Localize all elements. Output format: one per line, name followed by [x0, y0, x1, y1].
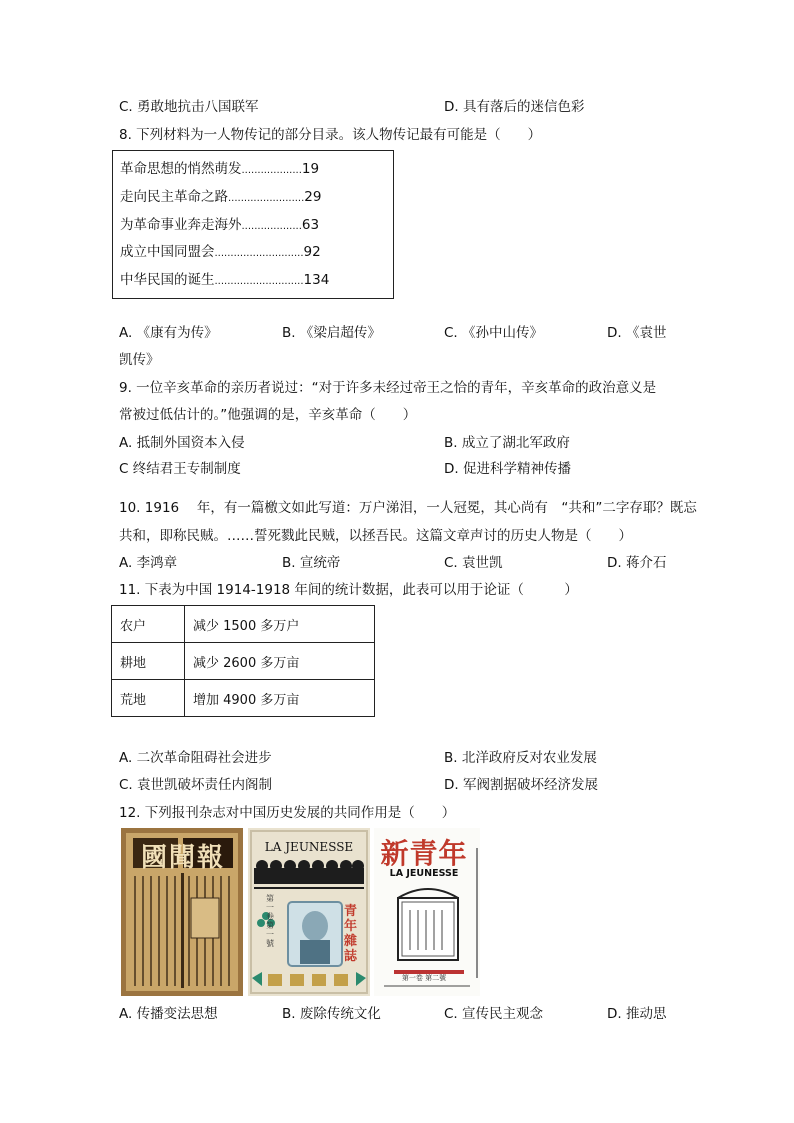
qingnian-issue: 第一卷第一號 [266, 894, 274, 948]
q8-option-b: B. 《梁启超传》 [282, 325, 381, 341]
qingnian-side-title: 青年雜誌 [344, 904, 358, 964]
q12-option-a: A. 传播变法思想 [119, 1006, 218, 1022]
q12-option-d: D. 推动思 [607, 1006, 667, 1022]
table-cell-value: 减少 2600 多万亩 [185, 643, 375, 680]
q8-option-a: A. 《康有为传》 [119, 325, 218, 341]
q12-stem: 12. 下列报刊杂志对中国历史发展的共同作用是（ ） [119, 805, 456, 821]
q7-option-d: D. 具有落后的迷信色彩 [444, 99, 585, 115]
q11-option-a: A. 二次革命阻碍社会进步 [119, 750, 272, 766]
qingnian-zazhi-cover-image [248, 828, 370, 996]
guowenbao-newspaper-image [121, 828, 243, 996]
xinqingnian-cover-image [374, 828, 480, 996]
table-cell-label: 荒地 [112, 680, 185, 717]
q10-stem-line1: 10. 1916 年，有一篇檄文如此写道：万户涕泪，一人冠冕，其心尚有 “共和”二字存耶？既忘 [119, 500, 697, 516]
toc-row: 革命思想的悄然萌发...................19 [120, 161, 320, 177]
q8-option-c: C. 《孙中山传》 [444, 325, 544, 341]
q11-stats-table [111, 605, 375, 717]
table-row [112, 680, 375, 717]
q8-option-d-cont: 凯传》 [119, 352, 160, 368]
toc-row: 为革命事业奔走海外...................63 [120, 217, 320, 233]
q11-option-d: D. 军阀割据破坏经济发展 [444, 777, 598, 793]
q10-option-c: C. 袁世凯 [444, 555, 503, 571]
table-cell-value: 减少 1500 多万户 [185, 606, 375, 643]
xinqingnian-subtitle: LA JEUNESSE [389, 868, 459, 879]
q10-option-a: A. 李鸿章 [119, 555, 178, 571]
q11-stem: 11. 下表为中国 1914-1918 年间的统计数据，此表可以用于论证（ ） [119, 582, 578, 598]
toc-row: 中华民国的诞生............................134 [120, 272, 330, 288]
table-row [112, 606, 375, 643]
table-cell-label: 农户 [112, 606, 185, 643]
q10-option-d: D. 蒋介石 [607, 555, 667, 571]
xinqingnian-title: 新青年 [380, 837, 468, 870]
q11-option-b: B. 北洋政府反对农业发展 [444, 750, 597, 766]
toc-row: 走向民主革命之路........................29 [120, 189, 322, 205]
q11-option-c: C. 袁世凯破坏责任内阁制 [119, 777, 273, 793]
q9-option-d: D. 促进科学精神传播 [444, 461, 571, 477]
q7-option-c: C. 勇敢地抗击八国联军 [119, 99, 259, 115]
qingnian-title: LA JEUNESSE [264, 840, 354, 854]
q8-toc-box [112, 150, 394, 299]
table-cell-value: 增加 4900 多万亩 [185, 680, 375, 717]
table-row [112, 643, 375, 680]
xinqingnian-issue: 第一卷 第二號 [401, 974, 447, 982]
q9-option-b: B. 成立了湖北军政府 [444, 435, 570, 451]
q10-stem-line2: 共和，即称民贼。……誓死戮此民贼，以拯吾民。这篇文章声讨的历史人物是（ ） [119, 528, 632, 544]
q12-option-b: B. 废除传统文化 [282, 1006, 381, 1022]
q9-stem-line1: 9. 一位辛亥革命的亲历者说过：“对于许多未经过帝王之恰的青年，辛亥革命的政治意义是 [119, 380, 657, 396]
q10-option-b: B. 宣统帝 [282, 555, 341, 571]
q8-option-d: D. 《袁世 [607, 325, 667, 341]
q9-stem-line2: 常被过低估计的。”他强调的是，辛亥革命（ ） [119, 407, 417, 423]
q9-option-c: C 终结君王专制制度 [119, 461, 241, 477]
q8-stem: 8. 下列材料为一人物传记的部分目录。该人物传记最有可能是（ ） [119, 127, 542, 143]
table-cell-label: 耕地 [112, 643, 185, 680]
guowenbao-title: 國聞報 [140, 843, 225, 873]
q9-option-a: A. 抵制外国资本入侵 [119, 435, 245, 451]
toc-row: 成立中国同盟会............................92 [120, 244, 321, 260]
q12-option-c: C. 宣传民主观念 [444, 1006, 544, 1022]
